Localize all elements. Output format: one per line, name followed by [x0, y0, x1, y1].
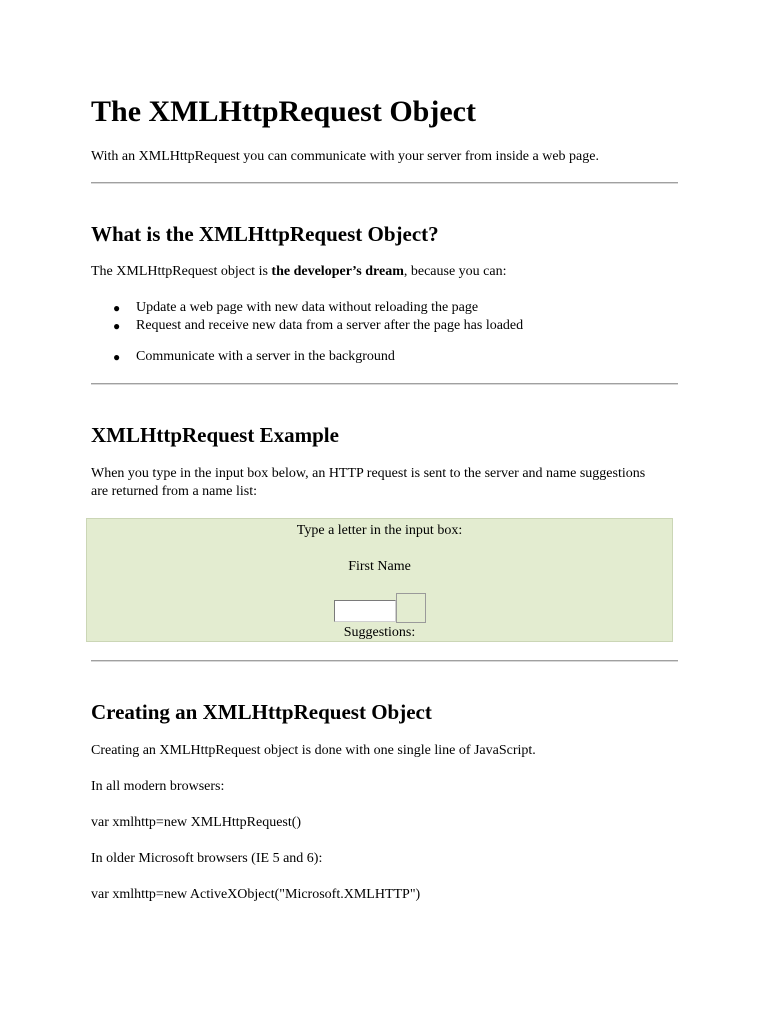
section-heading-what: What is the XMLHttpRequest Object?	[91, 222, 439, 246]
bullet-icon: ●	[113, 350, 121, 364]
list-item	[91, 317, 691, 335]
lead-text-end: , because you can:	[403, 264, 507, 279]
lead-text-bold: the developer’s dream	[271, 264, 404, 279]
first-name-input[interactable]	[334, 600, 396, 622]
suggestions-label: Suggestions:	[343, 625, 416, 640]
example-demo-box	[86, 518, 673, 642]
divider	[91, 182, 678, 184]
bullet-icon: ●	[113, 319, 121, 333]
section-heading-create: Creating an XMLHttpRequest Object	[91, 700, 432, 724]
section-heading-example: XMLHttpRequest Example	[91, 423, 339, 447]
first-name-label: First Name	[348, 559, 411, 574]
list-item	[91, 299, 691, 317]
list-item-text: Request and receive new data from a server after the page has loaded	[136, 318, 524, 333]
lead-text-start: The XMLHttpRequest object is	[91, 264, 272, 279]
list-item-text: Update a web page with new data without reloading the page	[136, 300, 479, 315]
create-paragraph-3: In older Microsoft browsers (IE 5 and 6):	[91, 851, 323, 866]
example-description: When you type in the input box below, an HTTP request is sent to the server and name suggestions are returned from a name list:	[91, 466, 646, 499]
page-title: The XMLHttpRequest Object	[91, 95, 476, 128]
what-lead-text	[91, 263, 507, 281]
feature-list	[91, 299, 691, 366]
bullet-icon: ●	[113, 301, 121, 315]
code-line-legacy: var xmlhttp=new ActiveXObject("Microsoft.XMLHTTP")	[91, 887, 421, 902]
intro-text: With an XMLHttpRequest you can communicate with your server from inside a web page.	[91, 149, 599, 164]
divider	[91, 383, 678, 385]
list-item	[91, 348, 691, 366]
demo-instruction: Type a letter in the input box:	[296, 523, 463, 538]
create-paragraph-1: Creating an XMLHttpRequest object is done with one single line of JavaScript.	[91, 743, 536, 758]
list-item-text: Communicate with a server in the background	[136, 349, 395, 364]
input-side-box	[396, 593, 426, 623]
create-paragraph-2: In all modern browsers:	[91, 779, 225, 794]
divider	[91, 660, 678, 662]
code-line-modern: var xmlhttp=new XMLHttpRequest()	[91, 815, 302, 830]
